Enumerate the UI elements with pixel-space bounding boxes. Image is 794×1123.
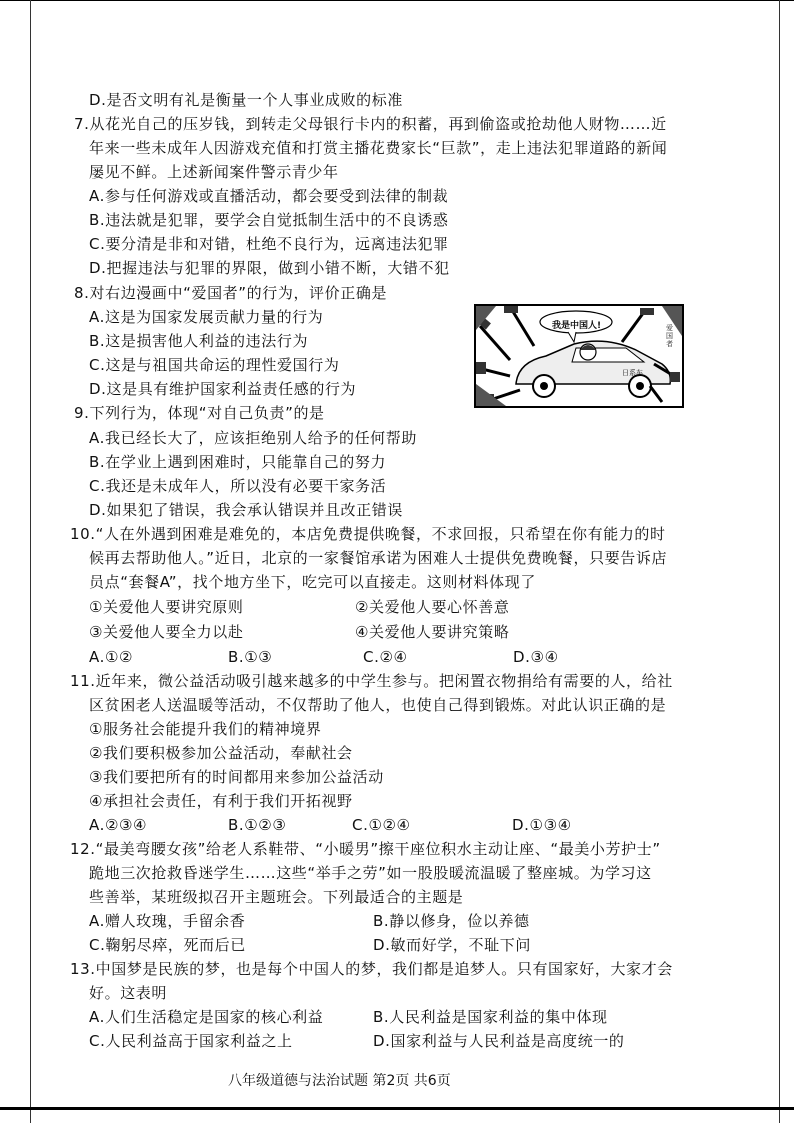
q10-stem-line-3: 员点“套餐A”，找个地方坐下，吃完可以直接走。这则材料体现了 [89, 573, 536, 591]
q12-choice-c: C.鞠躬尽瘁，死而后已 [89, 936, 246, 954]
q11-item-4: ④承担社会责任，有利于我们开拓视野 [89, 792, 353, 810]
q9-option-c: C.我还是未成年人，所以没有必要干家务活 [89, 477, 387, 495]
q10-item-4: ④关爱他人要讲究策略 [355, 623, 510, 641]
q7-stem-line-1: 7.从花光自己的压岁钱，到转走父母银行卡内的积蓄，再到偷盗或抢劫他人财物……近 [74, 115, 667, 133]
q11-item-2: ②我们要积极参加公益活动，奉献社会 [89, 744, 353, 762]
q13-stem-line-2: 好。这表明 [89, 984, 168, 1002]
q8-option-c: C.这是与祖国共命运的理性爱国行为 [89, 356, 340, 374]
cartoon-car-label: 日系车 [622, 369, 643, 377]
q8-option-a: A.这是为国家发展贡献力量的行为 [89, 308, 324, 326]
page-footer: 八年级道德与法治试题 第2页 共6页 [228, 1073, 451, 1089]
q12-stem-line-2: 跪地三次抢救昏迷学生……这些“举手之劳”如一股股暖流温暖了整座城。为学习这 [89, 864, 652, 882]
q11-choice-a: A.②③④ [89, 816, 148, 834]
q11-item-1: ①服务社会能提升我们的精神境界 [89, 720, 322, 738]
q10-choice-b: B.①③ [228, 648, 273, 666]
q10-stem-line-1: 10.“人在外遇到困难是难免的，本店免费提供晚餐，不求回报，只希望在你有能力的时 [70, 525, 666, 543]
q8-option-d: D.这是具有维护国家利益责任感的行为 [89, 380, 357, 398]
q10-item-3: ③关爱他人要全力以赴 [89, 623, 244, 641]
q8-stem: 8.对右边漫画中“爱国者”的行为，评价正确是 [74, 284, 388, 302]
q11-stem-line-1: 11.近年来，微公益活动吸引越来越多的中学生参与。把闲置衣物捐给有需要的人，给社 [70, 672, 673, 690]
q7-option-d: D.把握违法与犯罪的界限，做到小错不断，大错不犯 [89, 259, 450, 277]
q10-stem-line-2: 候再去帮助他人。”近日，北京的一家餐馆承诺为困难人士提供免费晚餐，只要告诉店 [89, 549, 668, 567]
q12-choice-b: B.静以修身，俭以养德 [373, 912, 530, 930]
cartoon-speech-bubble: 我是中国人! [552, 321, 602, 331]
q9-option-d: D.如果犯了错误，我会承认错误并且改正错误 [89, 501, 403, 519]
cartoon-side-label: 爱国者 [666, 324, 673, 348]
q13-choice-d: D.国家利益与人民利益是高度统一的 [373, 1032, 625, 1050]
q6-option-d: D.是否文明有礼是衡量一个人事业成败的标准 [89, 91, 403, 109]
q7-option-a: A.参与任何游戏或直播活动，都会要受到法律的制裁 [89, 187, 449, 205]
q7-option-c: C.要分清是非和对错，杜绝不良行为，远离违法犯罪 [89, 235, 449, 253]
q10-choice-a: A.①② [89, 648, 134, 666]
q12-stem-line-3: 些善举，某班级拟召开主题班会。下列最适合的主题是 [89, 888, 464, 906]
q7-stem-line-2: 年来一些未成年人因游戏充值和打赏主播花费家长“巨款”，走上违法犯罪道路的新闻 [89, 139, 668, 157]
q7-stem-line-3: 屡见不鲜。上述新闻案件警示青少年 [89, 163, 339, 181]
q11-stem-line-2: 区贫困老人送温暖等活动，不仅帮助了他人，也使自己得到锻炼。对此认识正确的是 [89, 696, 667, 714]
q8-option-b: B.这是损害他人利益的违法行为 [89, 332, 309, 350]
patriot-cartoon [474, 304, 684, 408]
q13-choice-a: A.人们生活稳定是国家的核心利益 [89, 1008, 324, 1026]
q13-choice-b: B.人民利益是国家利益的集中体现 [373, 1008, 608, 1026]
q11-choice-d: D.①③④ [512, 816, 572, 834]
q13-stem-line-1: 13.中国梦是民族的梦，也是每个中国人的梦，我们都是追梦人。只有国家好，大家才会 [70, 960, 673, 978]
q10-item-2: ②关爱他人要心怀善意 [355, 598, 510, 616]
q9-stem: 9.下列行为，体现“对自己负责”的是 [74, 404, 325, 422]
q10-choice-d: D.③④ [513, 648, 559, 666]
q11-choice-b: B.①②③ [228, 816, 287, 834]
q7-option-b: B.违法就是犯罪，要学会自觉抵制生活中的不良诱惑 [89, 211, 449, 229]
q9-option-b: B.在学业上遇到困难时，只能靠自己的努力 [89, 453, 387, 471]
q11-item-3: ③我们要把所有的时间都用来参加公益活动 [89, 768, 384, 786]
q10-choice-c: C.②④ [363, 648, 408, 666]
q12-choice-d: D.敏而好学，不耻下问 [373, 936, 531, 954]
q12-choice-a: A.赠人玫瑰，手留余香 [89, 912, 246, 930]
q12-stem-line-1: 12.“最美弯腰女孩”给老人系鞋带、“小暖男”擦干座位积水主动让座、“最美小芳护士” [70, 840, 661, 858]
q13-choice-c: C.人民利益高于国家利益之上 [89, 1032, 293, 1050]
q11-choice-c: C.①②④ [352, 816, 411, 834]
q9-option-a: A.我已经长大了，应该拒绝别人给予的任何帮助 [89, 429, 417, 447]
q10-item-1: ①关爱他人要讲究原则 [89, 598, 244, 616]
